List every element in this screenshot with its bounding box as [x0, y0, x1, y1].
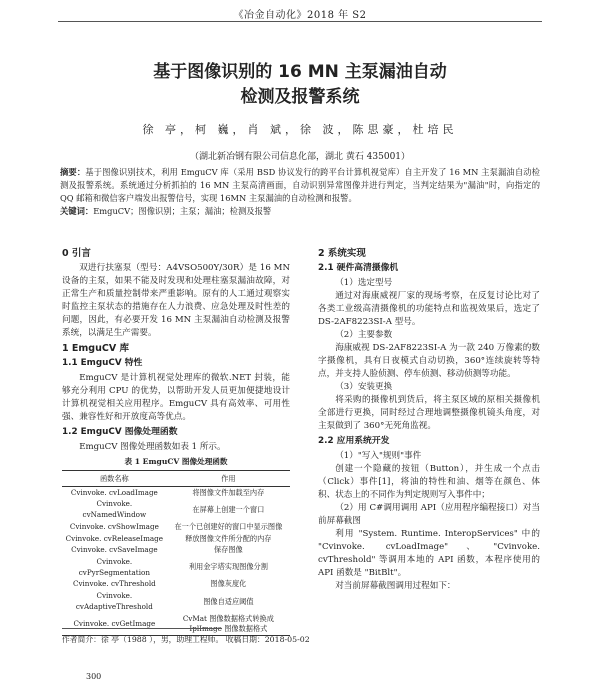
table-cell: Cvinvoke. cvGetImage [62, 613, 167, 636]
author-footnote: 作者简介：徐 亭（1988 ），男，助理工程师。 收稿日期：2018-05-02 [62, 635, 310, 644]
table-cell: 图像灰度化 [210, 579, 247, 589]
table-cell: 保存图像 [213, 545, 243, 555]
table-row [62, 533, 290, 545]
table-row [62, 591, 290, 613]
step-main-params: （2）主要参数 [335, 330, 393, 340]
main-params-paragraph: 海康威视 DS-2AF8223SI-A 为一款 240 万像素的数字摄像机，具有日夜模式自动切换，360°连续旋转等特点，并支持人脸侦测、停车侦测、移动侦测等功能。 [318, 343, 540, 379]
table-cell: Cvinvoke. cvShowImage [69, 521, 159, 531]
emgucv-features-paragraph: EmguCV 是计算机视觉处理库的微软.NET 封装，能够充分利用 CPU 的优势，以帮助开发人员更加便捷地设计计算机视觉相关应用程序。EmguCV 具有高效率、可用性强、兼容性好和开放度高等优点。 [62, 373, 290, 422]
keywords-label: 关键词： [60, 206, 94, 216]
table-cell: 释放图像文件所分配的内存 [185, 533, 272, 543]
table-cell: 图像自适应阈值 [203, 596, 254, 606]
step-select-model: （1）选定型号 [335, 278, 393, 288]
table-cell: 在一个已创建好的窗口中显示图像 [174, 521, 283, 531]
header-rule [58, 21, 542, 22]
emgucv-functions-table [62, 455, 290, 636]
table-row [62, 545, 290, 557]
step-screenshot-api: （2）用 C#调用调用 API（应用程序编程接口）对当前屏幕截图 [318, 503, 540, 526]
abstract [60, 166, 540, 218]
footnote-rule [62, 628, 222, 629]
table-row [62, 487, 290, 499]
intro-paragraph: 双进行扶塞泵（型号：A4VSO500Y/30R）是 16 MN 设备的主泵，如果不能及时发现和处理柱塞泵漏油故障，对正常生产和质量控制带来严重影响。原有的人工通过观察实时监控主泵状态的措施存在人力浪费、应急处理及时性差的问题，因此，有必要开发 16 MN 主泵漏油自动检测及报警系统，以满足生产需要。 [62, 263, 290, 338]
step-install: （3）安装更换 [335, 382, 393, 392]
table-row [62, 557, 290, 579]
keywords-text: EmguCV；图像识别；主泵；漏油；检测及报警 [93, 206, 272, 216]
table-cell: Cvinvoke. cvThreshold [72, 579, 156, 589]
table-header-cell: 作用 [167, 471, 290, 487]
subsection-1-1-heading: 1.1 EmguCV 特性 [62, 358, 143, 368]
table-cell: Cvinvoke. cvLoadImage [70, 487, 158, 497]
abstract-text: 基于图像识别技术，利用 EmguCV 库（采用 BSD 协议发行的跨平台计算机视觉库）自主开发了 16 MN 主泵漏油自动检测及报警系统。系统通过分析抓拍的 16 MN 主泵高清画面，自动识别异常图像并进行判定，当判定结果为"漏油"时，向指定的 QQ 邮箱和微信客户端发出报警信号，实现 16MN 主泵漏油的自动检测和报警。 [60, 167, 540, 203]
subsection-2-1-heading: 2.1 硬件高清摄像机 [318, 263, 399, 273]
section-0-heading: 0 引言 [62, 248, 91, 259]
subsection-2-2-heading: 2.2 应用系统开发 [318, 436, 390, 446]
table-cell: 利用金字塔实现图像分割 [188, 562, 268, 572]
select-model-paragraph: 通过对海康威视厂家的现场考察，在反复讨论比对了各类工业级高清摄像机的功能特点和监视效果后，选定了 DS-2AF8223SI-A 型号。 [318, 291, 540, 327]
table-cell: 将图像文件加载至内存 [192, 487, 265, 497]
title-line-1: 基于图像识别的 16 MN 主泵漏油自动 [153, 62, 447, 82]
right-column [318, 245, 540, 593]
abstract-label: 摘要： [60, 167, 86, 177]
paper-title [0, 60, 600, 110]
section-1-heading: 1 EmguCV 库 [62, 343, 130, 354]
table-cell: CvMat 图像数据格式转换成 IplImage 图像数据格式 [167, 613, 290, 636]
table-header-row [62, 471, 290, 487]
table-cell: Cvinvoke. cvAdaptiveThreshold [75, 591, 153, 611]
table-cell: Cvinvoke. cvPyrSegmentation [78, 557, 150, 577]
authors: 徐 亭，柯 巍，肖 斌，徐 波，陈思豪，杜培民 [142, 123, 458, 136]
table-cell: Cvinvoke. cvSaveImage [71, 545, 158, 555]
table-row [62, 499, 290, 521]
affiliation: （湖北新冶钢有限公司信息化部，湖北 黄石 435001） [189, 152, 411, 162]
journal-header: 《冶金自动化》2018 年 S2 [233, 10, 367, 21]
functions-intro-paragraph: EmguCV 图像处理函数如表 1 所示。 [79, 442, 226, 452]
write-rule-paragraph: 创建一个隐藏的按钮（Button），并生成一个点击（Click）事件[1]，将油的特性和油、烟等在颜色、体积、状态上的不同作为判定规则写入事件中； [318, 464, 540, 500]
table-header-cell: 函数名称 [62, 471, 167, 487]
left-column [62, 245, 290, 636]
section-2-heading: 2 系统实现 [318, 248, 366, 259]
page-number: 300 [86, 672, 102, 681]
table-row [62, 613, 290, 636]
table-row [62, 579, 290, 591]
screenshot-process-paragraph: 对当前屏幕截图调用过程如下： [335, 581, 456, 591]
table-cell: Cvinvoke. cvReleaseImage [65, 533, 164, 543]
screenshot-api-paragraph: 利用 "System. Runtime. InteropServices" 中的 "Cvinvoke. cvLoadImage"、"Cvinvoke. cvThreshold" 等调用本地的 API 函数，本程序使用的 API 函数是 "BitBlt"。 [318, 529, 540, 578]
install-paragraph: 将采购的摄像机到货后，将主泵区域的原相关摄像机全部进行更换，同时经过合理地调整摄像机镜头角度，对主泵做到了 360°无死角监视。 [318, 395, 540, 431]
table-cell: Cvinvoke. cvNamedWindow [82, 499, 147, 519]
table-row [62, 521, 290, 533]
table-caption: 表 1 EmguCV 图像处理函数 [124, 457, 228, 466]
table-cell: 在屏幕上创建一个窗口 [192, 504, 265, 514]
subsection-1-2-heading: 1.2 EmguCV 图像处理函数 [62, 427, 178, 437]
title-line-2: 检测及报警系统 [240, 87, 360, 107]
step-write-rule: （1）"写入"规则"事件 [335, 451, 422, 461]
